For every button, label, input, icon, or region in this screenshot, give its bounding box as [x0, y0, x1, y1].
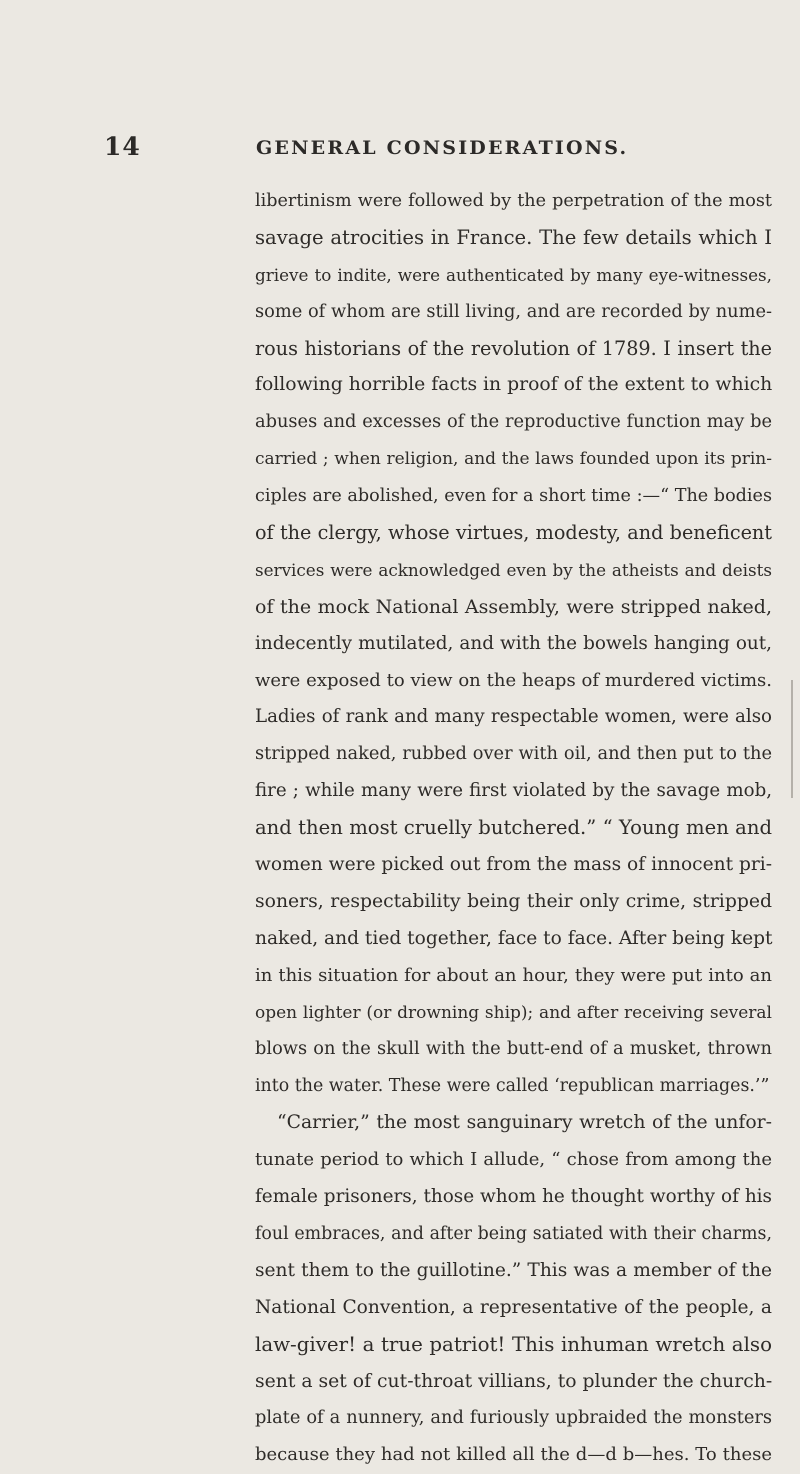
text-line: carried ; when religion, and the laws founded upon its prin- — [255, 449, 772, 470]
text-line: open lighter (or drowning ship); and after receiving several — [255, 1002, 772, 1023]
text-line: grieve to indite, were authenticated by many eye-witnesses, — [255, 264, 772, 285]
text-line: law-giver! a true patriot! This inhuman wretch also — [255, 1332, 772, 1356]
text-line: foul embraces, and after being satiated with their charms, — [255, 1223, 772, 1244]
text-line: of the clergy, whose virtues, modesty, and beneficent — [255, 521, 772, 545]
text-line: fire ; while many were first violated by the savage mob, — [255, 780, 772, 802]
text-line: into the water. These were called ‘republican marriages.’” — [255, 1076, 770, 1097]
text-line: tunate period to which I allude, “ chose from among the — [255, 1149, 772, 1171]
text-line: National Convention, a representative of the people, a — [255, 1296, 772, 1318]
running-head: GENERAL CONSIDERATIONS. — [256, 137, 629, 159]
text-line: ciples are abolished, even for a short time :—“ The bodies — [255, 486, 772, 507]
text-line: in this situation for about an hour, they were put into an — [255, 964, 772, 986]
margin-line-mark — [791, 680, 793, 798]
text-line: following horrible facts in proof of the extent to which — [255, 374, 773, 396]
text-line: and then most cruelly butchered.” “ Young men and — [255, 816, 772, 840]
text-line: Ladies of rank and many respectable women, were also — [255, 706, 772, 728]
text-line: rous historians of the revolution of 1789. I insert the — [255, 336, 772, 360]
body-text — [255, 183, 772, 1474]
text-line: indecently mutilated, and with the bowels hanging out, — [255, 632, 772, 654]
text-line: sent a set of cut-throat villians, to plunder the church- — [255, 1370, 773, 1392]
page-number: 14 — [104, 132, 141, 161]
page-header — [0, 132, 800, 172]
text-line: women were picked out from the mass of innocent pri- — [255, 854, 772, 876]
text-line: of the mock National Assembly, were stripped naked, — [255, 595, 772, 618]
text-line: female prisoners, those whom he thought worthy of his — [255, 1186, 772, 1208]
text-line: libertinism were followed by the perpetration of the most — [255, 191, 772, 211]
text-line: savage atrocities in France. The few details which I — [255, 225, 772, 249]
text-line: plate of a nunnery, and furiously upbraided the monsters — [255, 1407, 772, 1429]
text-line: were exposed to view on the heaps of murdered victims. — [255, 669, 772, 691]
text-line: blows on the skull with the butt-end of a musket, thrown — [255, 1038, 772, 1060]
text-line: naked, and tied together, face to face. After being kept — [255, 927, 773, 949]
text-line: services were acknowledged even by the atheists and deists — [255, 559, 772, 580]
text-line: because they had not killed all the d—d b—hes. To these — [255, 1444, 772, 1466]
text-line: soners, respectability being their only crime, stripped — [255, 890, 772, 912]
text-line: sent them to the guillotine.” This was a member of the — [255, 1259, 772, 1281]
text-line: stripped naked, rubbed over with oil, and then put to the — [255, 743, 772, 765]
text-line: “Carrier,” the most sanguinary wretch of the unfor- — [277, 1112, 772, 1134]
text-line: some of whom are still living, and are recorded by nume- — [255, 300, 772, 322]
text-line: abuses and excesses of the reproductive function may be — [255, 411, 772, 433]
